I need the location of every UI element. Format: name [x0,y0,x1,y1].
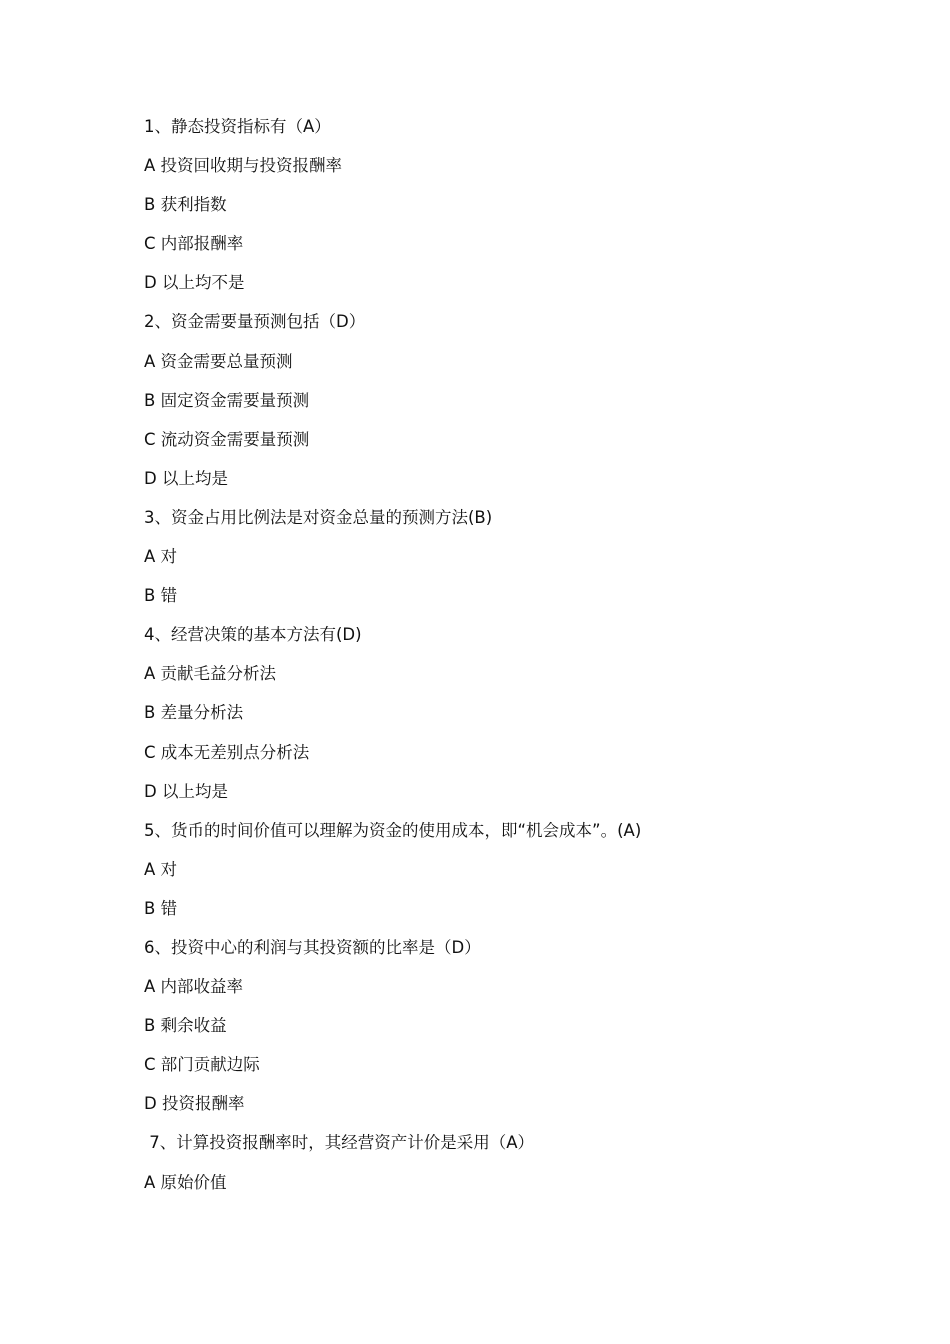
option-c: C 部门贡献边际 [144,1055,260,1075]
option-a: A 资金需要总量预测 [144,351,293,371]
option-d: D 以上均是 [144,781,228,801]
question-6: 6、投资中心的利润与其投资额的比率是（D） [144,937,481,957]
option-c: C 流动资金需要量预测 [144,429,310,449]
option-b: B 获利指数 [144,195,227,215]
question-2: 2、资金需要量预测包括（D） [144,312,366,332]
question-1: 1、静态投资指标有（A） [144,117,331,136]
option-b: B 错 [144,586,178,606]
question-3: 3、资金占用比例法是对资金总量的预测方法(B) [144,507,493,527]
option-a: A 原始价值 [144,1172,227,1192]
option-d: D 以上均不是 [144,273,245,293]
option-c: C 成本无差别点分析法 [144,742,310,762]
option-a: A 对 [144,859,178,879]
option-d: D 以上均是 [144,468,228,488]
question-7: 7、计算投资报酬率时，其经营资产计价是采用（A） [144,1133,535,1153]
question-5: 5、货币的时间价值可以理解为资金的使用成本，即“机会成本”。(A) [144,820,642,840]
option-a: A 内部收益率 [144,977,244,997]
option-b: B 剩余收益 [144,1016,227,1036]
option-a: A 投资回收期与投资报酬率 [144,156,343,176]
question-4: 4、经营决策的基本方法有(D) [144,625,362,645]
option-b: B 固定资金需要量预测 [144,390,310,410]
option-a: A 贡献毛益分析法 [144,664,277,684]
document-page [144,112,844,1207]
option-c: C 内部报酬率 [144,234,244,254]
option-b: B 差量分析法 [144,703,244,723]
option-b: B 错 [144,898,178,918]
option-d: D 投资报酬率 [144,1094,245,1114]
option-a: A 对 [144,547,178,567]
